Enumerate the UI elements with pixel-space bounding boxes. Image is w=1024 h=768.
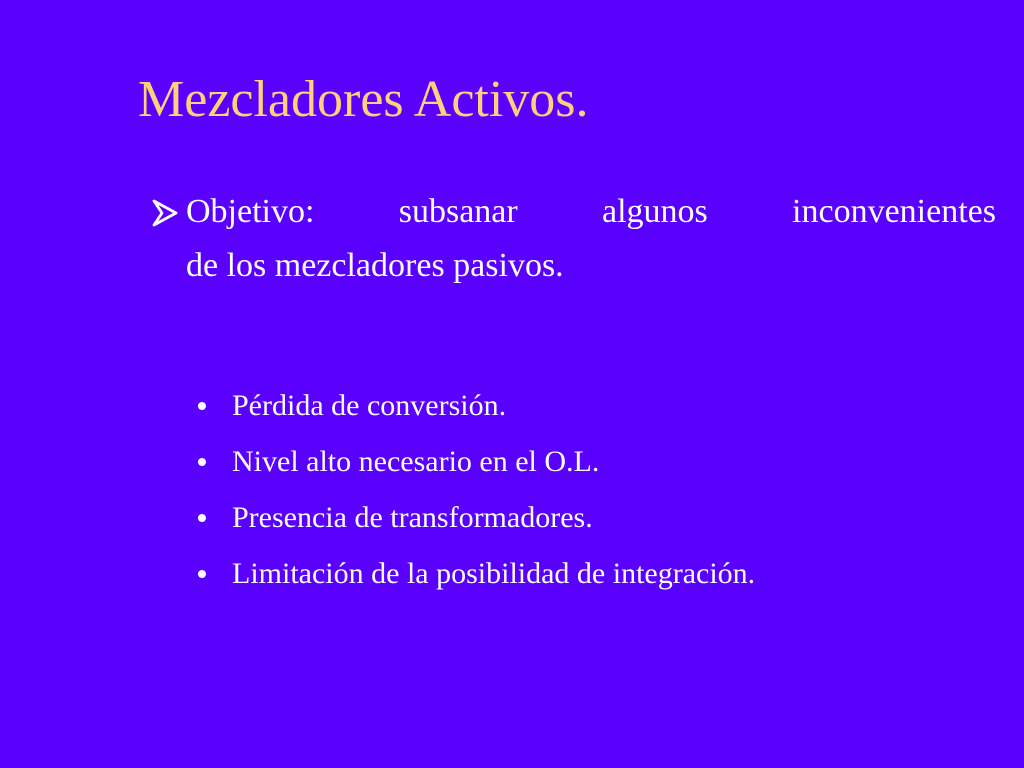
list-item — [198, 490, 755, 546]
objective-text-line-1: Objetivo: subsanar algunos inconvenientes — [186, 193, 996, 230]
list-item — [198, 546, 755, 602]
dot-bullet-icon — [198, 402, 206, 410]
list-item-text: Limitación de la posibilidad de integración. — [232, 557, 756, 590]
dot-bullet-icon — [198, 458, 206, 466]
objective-text-line-2: de los mezcladores pasivos. — [186, 247, 564, 284]
list-item — [198, 378, 755, 434]
list-item-text: Presencia de transformadores. — [232, 501, 593, 534]
objective-block — [148, 192, 998, 302]
dot-bullet-icon — [198, 570, 206, 578]
slide-title: Mezcladores Activos. — [138, 71, 589, 128]
dot-bullet-icon — [198, 514, 206, 522]
list-item-text: Nivel alto necesario en el O.L. — [232, 445, 600, 478]
list-item — [198, 434, 755, 490]
arrow-right-icon — [148, 196, 182, 230]
drawbacks-list — [198, 378, 755, 602]
list-item-text: Pérdida de conversión. — [232, 389, 507, 422]
